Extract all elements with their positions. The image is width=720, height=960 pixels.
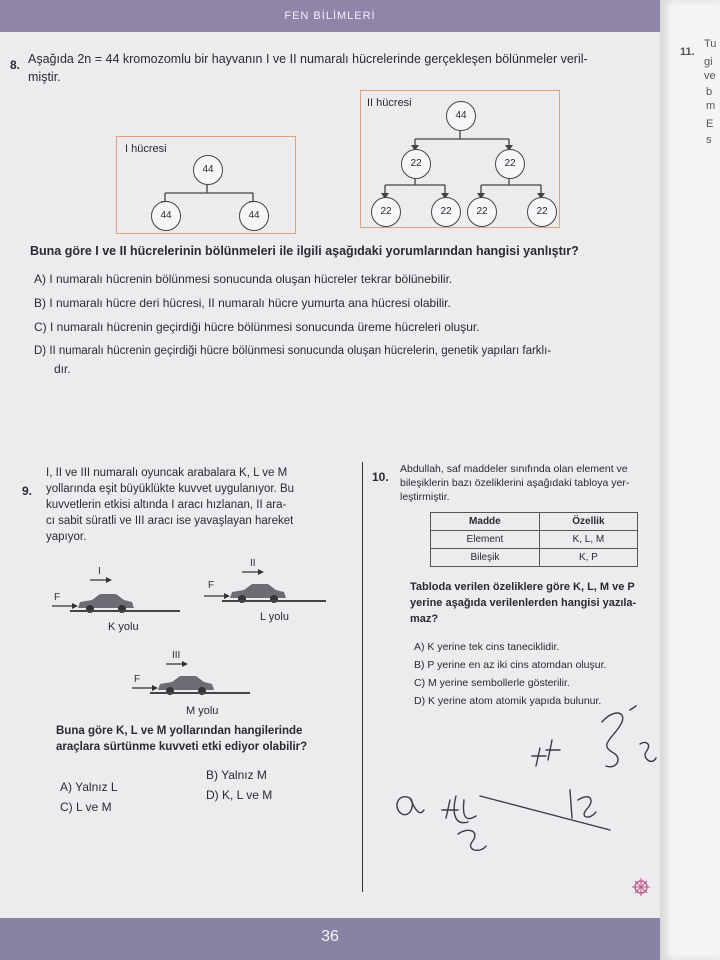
cell2-middle: 22 [401, 149, 431, 179]
q8-number: 8. [10, 58, 21, 72]
side-fragment: Tu [704, 38, 717, 50]
q8-option-b[interactable]: B) I numaralı hücre deri hücresi, II numaralı hücre yumurta ana hücresi olabilir. [34, 296, 451, 310]
column-divider [362, 462, 363, 892]
cell1-child: 44 [239, 201, 269, 231]
cell2-child: 22 [527, 197, 557, 227]
q9-option-a[interactable]: A) Yalnız L [60, 780, 118, 794]
side-fragment: ve [704, 70, 716, 82]
velocity-arrow-icon [166, 660, 190, 668]
velocity-arrow-icon [242, 568, 266, 576]
q9-stem-line: yapıyor. [46, 531, 87, 543]
q9-option-d[interactable]: D) K, L ve M [206, 788, 273, 802]
q8-option-d-cont: dır. [54, 362, 71, 376]
q8-question: Buna göre I ve II hücrelerinin bölünmeleri ile ilgili aşağıdaki yorumlarından hangisi yanlıştır? [30, 244, 579, 258]
side-fragment: gi [704, 56, 713, 68]
q10-option-b[interactable]: B) P yerine en az iki cins atomdan oluşur. [414, 659, 607, 671]
q10-table [430, 512, 638, 567]
q9-stem-line: I, II ve III numaralı oyuncak arabalara K, L ve M [46, 467, 288, 479]
table-cell: Bileşik [431, 549, 540, 567]
table-header: Madde [431, 513, 540, 531]
table-cell: K, L, M [539, 531, 637, 549]
table-header: Özellik [539, 513, 637, 531]
handwriting-scribble [380, 700, 660, 870]
header-title: FEN BİLİMLERİ [284, 10, 376, 22]
q8-option-d[interactable]: D) II numaralı hücrenin geçirdiği hücre bölünmesi sonucunda oluşan hücrelerin, genetik yapıları farklı- [34, 345, 552, 357]
q10-stem-line: bileşiklerin bazı özeliklerini aşağıdaki tabloya yer- [400, 477, 630, 489]
table-row [431, 531, 638, 549]
q9-stem-line: kuvvetlerin etkisi altında I aracı hızlanan, II ara- [46, 499, 287, 511]
force-label: F [134, 674, 141, 685]
page-header [0, 0, 660, 32]
car-2-numeral: II [250, 558, 256, 569]
q8-option-a[interactable]: A) I numaralı hücrenin bölünmesi sonucunda oluşan hücreler tekrar bölünebilir. [34, 272, 453, 286]
side-fragment: E [706, 118, 714, 130]
road-m [150, 692, 250, 694]
cell1-diagram [116, 136, 296, 234]
velocity-arrow-icon [90, 576, 114, 584]
force-label: F [54, 592, 61, 603]
q10-option-c[interactable]: C) M yerine sembollerle gösterilir. [414, 677, 570, 689]
q9-question-line2: araçlara sürtünme kuvveti etki ediyor olabilir? [56, 741, 308, 753]
q10-stem-line: Abdullah, saf maddeler sınıfında olan element ve [400, 463, 628, 475]
car-3-numeral: III [172, 650, 181, 661]
side-fragment: m [706, 100, 716, 112]
cell2-child: 22 [467, 197, 497, 227]
road-k-label: K yolu [108, 621, 139, 633]
cell1-child: 44 [151, 201, 181, 231]
q9-number: 9. [22, 484, 33, 498]
q9-stem-line: cı sabit süratli ve III aracı ise yavaşlayan hareket [46, 515, 294, 527]
table-row [431, 549, 638, 567]
cell2-diagram [360, 90, 560, 228]
side-fragment: b [706, 86, 713, 98]
q10-question-line: Tabloda verilen özeliklere göre K, L, M ve P [410, 581, 635, 593]
q10-question-line: maz? [410, 613, 439, 625]
q9-option-c[interactable]: C) L ve M [60, 800, 112, 814]
q10-stem-line: leştirmiştir. [400, 491, 450, 503]
q10-option-a[interactable]: A) K yerine tek cins taneciklidir. [414, 641, 560, 653]
q10-option-d[interactable]: D) K yerine atom atomik yapıda bulunur. [414, 695, 602, 707]
cell1-label: I hücresi [125, 143, 167, 155]
next-page-edge [660, 0, 720, 960]
q8-stem-line1: Aşağıda 2n = 44 kromozomlu bir hayvanın I ve II numaralı hücrelerinde gerçekleşen bölünmeler veril- [28, 52, 588, 66]
road-l-label: L yolu [260, 611, 289, 623]
road-l [222, 600, 326, 602]
q9-question-line1: Buna göre K, L ve M yollarından hangilerinde [56, 725, 303, 737]
q10-number: 10. [372, 470, 389, 484]
q9-stem-line: yollarında eşit büyüklükte kuvvet uygulanıyor. Bu [46, 483, 295, 495]
cell2-child: 22 [371, 197, 401, 227]
q10-question-line: yerine aşağıda verilenlerden hangisi yazıla- [410, 597, 637, 609]
table-cell: Element [431, 531, 540, 549]
q8-option-c[interactable]: C) I numaralı hücrenin geçirdiği hücre bölünmesi sonucunda üreme hücreleri oluşur. [34, 320, 480, 334]
page-footer [0, 918, 660, 960]
q9-option-b[interactable]: B) Yalnız M [206, 768, 267, 782]
cell2-parent: 44 [446, 101, 476, 131]
cell2-middle: 22 [495, 149, 525, 179]
q11-number: 11. [680, 46, 695, 58]
road-k [70, 610, 180, 612]
road-m-label: M yolu [186, 705, 219, 717]
cell2-label: II hücresi [367, 97, 412, 109]
force-label: F [208, 580, 215, 591]
cell2-child: 22 [431, 197, 461, 227]
cell1-parent: 44 [193, 155, 223, 185]
page-number: 36 [321, 928, 339, 945]
q8-stem-line2: miştir. [28, 70, 61, 84]
table-cell: K, P [539, 549, 637, 567]
car-1-numeral: I [98, 566, 101, 577]
publisher-logo-icon [628, 876, 654, 902]
side-fragment: s [706, 134, 712, 146]
